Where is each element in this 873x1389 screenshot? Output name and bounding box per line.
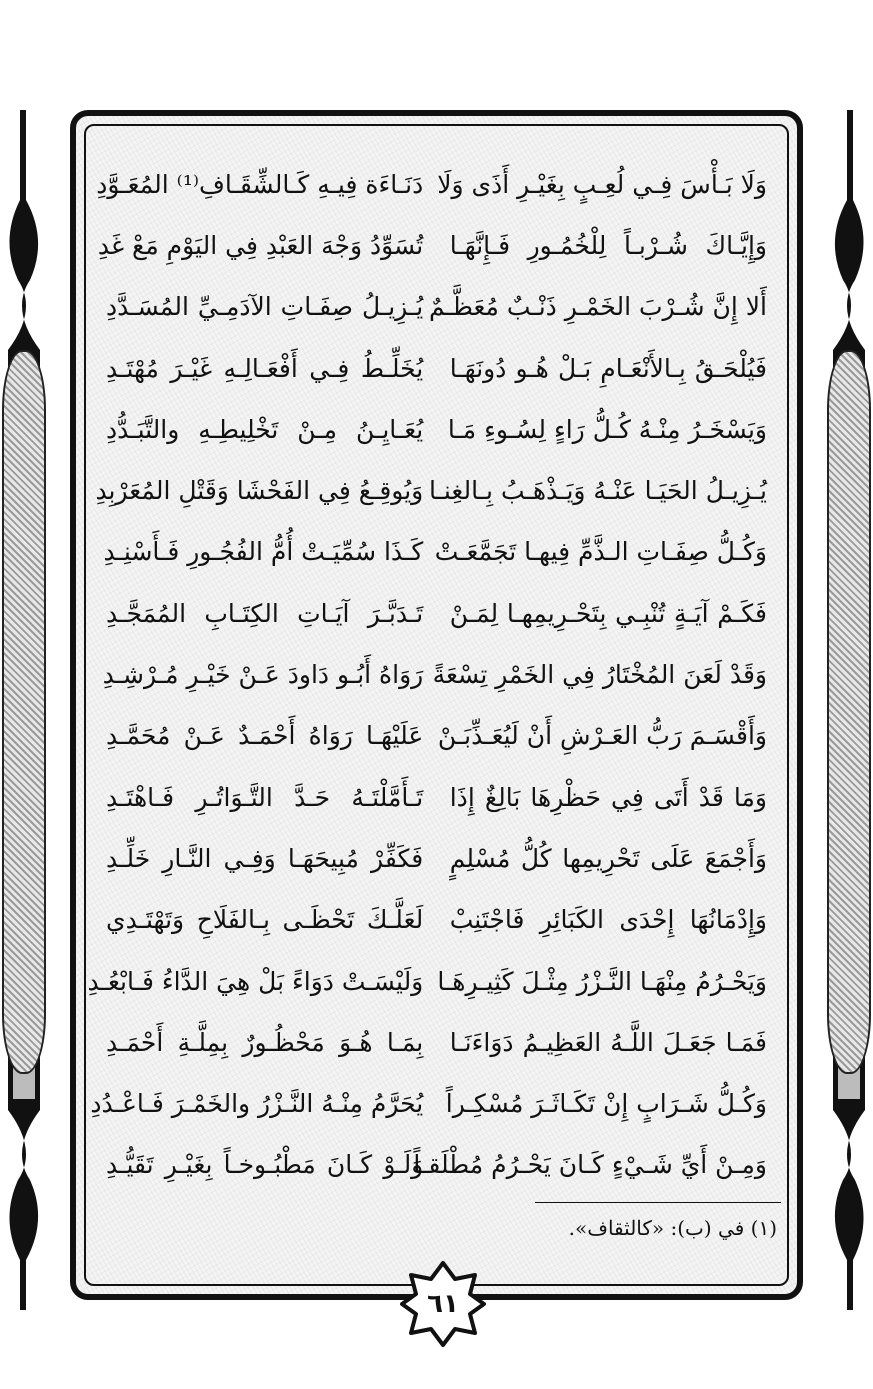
page-number: ٦١ bbox=[427, 1289, 459, 1319]
verse-second-hemistich: بِمَـا هُـوَ مَحْظُـورٌ بِمِلَّـةِ أَحْمَـدِ bbox=[106, 1027, 424, 1057]
right-border-pattern bbox=[827, 350, 871, 1074]
verse-first-hemistich: وَمَا قَدْ أَتَى فِي حَظْرِهَا بَالِغٌ إِذَا bbox=[449, 782, 767, 812]
verse-first-hemistich: فَكَـمْ آيَـةٍ تُنْبِـي بِتَحْـرِيمِهـا لِمَـنْ bbox=[449, 598, 767, 628]
verse-first-hemistich: وَقَدْ لَعَنَ المُخْتَارُ فِي الخَمْرِ تِسْعَةً bbox=[432, 660, 767, 690]
verse-row bbox=[106, 277, 767, 338]
verse-second-hemistich: تُسَوِّدُ وَجْهَ العَبْدِ فِي اليَوْمِ مَعْ غَدِ bbox=[97, 230, 424, 260]
verse-first-hemistich: وَأَجْمَعَ عَلَى تَحْرِيمِها كُلُّ مُسْلِمٍ bbox=[449, 843, 767, 873]
verse-second-hemistich: يُـزِيـلُ صِفَـاتِ الآدَمِـيِّ المُسَـدَّدِ bbox=[106, 292, 424, 322]
verse-first-hemistich: وَيَسْخَـرُ مِنْـهُ كُـلُّ رَاءٍ لِسُـوءِ مَـا bbox=[447, 414, 767, 444]
verse-second-hemistich: وَلَـوْ كَـانَ مَطْبُـوخـاً بِغَيْـرِ تَقَيُّـدِ bbox=[106, 1150, 424, 1180]
verse-row bbox=[87, 951, 767, 1012]
page-number-badge bbox=[400, 1261, 486, 1347]
verse-first-hemistich: فَيُلْحَـقُ بِـالأَنْعَـامِ بَـلْ هُـو دُونَهَـا bbox=[449, 353, 767, 383]
verse-first-hemistich: وَكُـلُّ صِفَـاتِ الـذَّمِّ فِيهـا تَجَمَّعَـتْ bbox=[434, 537, 767, 567]
verse-row bbox=[106, 828, 767, 889]
verse-row bbox=[106, 706, 767, 767]
verse-second-hemistich: كَـذَا سُمِّيَـتْ أُمُّ الفُجُـورِ فَـأَسْنِـدِ bbox=[103, 537, 424, 567]
verse-first-hemistich: أَلا إِنَّ شُـرْبَ الخَمْـرِ ذَنْـبٌ مُعَظَّـمٌ bbox=[428, 292, 767, 322]
verse-row bbox=[97, 215, 767, 276]
verse-first-hemistich: وَإِدْمَانُهَا إِحْدَى الكَبَائِرِ فَاجْتَنِبْ bbox=[449, 905, 767, 935]
verse-second-hemistich: تَـدَبَّـرَ آيَـاتِ الكِتَـابِ المُمَجَّـدِ bbox=[106, 598, 424, 628]
verse-row bbox=[95, 460, 767, 521]
verse-second-hemistich: رَوَاهُ أَبُـو دَاودَ عَـنْ خَيْـرِ مُـرْشِـدِ bbox=[102, 660, 424, 690]
verse-second-hemistich: وَيُوقِـعُ فِي الفَحْشَا وَقَتْلِ المُعَرْبِدِ bbox=[95, 476, 424, 506]
verse-row bbox=[106, 1012, 767, 1073]
verse-row bbox=[106, 399, 767, 460]
left-border-pattern bbox=[2, 350, 46, 1074]
verse-first-hemistich: يُـزِيـلُ الحَيَـا عَنْـهُ وَيَـذْهَـبُ بِـالغِنـا bbox=[428, 476, 767, 506]
verse-first-hemistich: وَلَا بَـأْسَ فِـي لُعِـبٍ بِغَيْـرِ أَذَى وَلَا bbox=[437, 169, 767, 199]
verse-row bbox=[106, 583, 767, 644]
verse-first-hemistich: وَكُـلُّ شَـرَابٍ إِنْ تَكَـاثَـرَ مُسْكِـراً bbox=[445, 1089, 767, 1119]
verse-row bbox=[106, 890, 767, 951]
verse-row bbox=[102, 644, 767, 705]
verse-second-hemistich: عَلَيْهَـا رَوَاهُ أَحْمَـدٌ عَـنْ مُحَمَّـدِ bbox=[106, 721, 424, 751]
verse-second-hemistich: دَنَـاءَة فِيـهِ كَـالشِّقَـافِ⁽¹⁾ المُعَـوَّدِ bbox=[96, 169, 424, 199]
poem-verses bbox=[87, 154, 767, 1196]
verse-second-hemistich: يُخَلِّـطُ فِـي أَفْعَـالِـهِ غَيْـرَ مُهْتَـدِ bbox=[106, 353, 424, 383]
verse-second-hemistich: وَلَيْسَـتْ دَوَاءً بَلْ هِيَ الدَّاءُ فَـابْعُـدِ bbox=[87, 966, 424, 996]
footnote-divider bbox=[535, 1202, 781, 1203]
verse-first-hemistich: وَمِـنْ أَيِّ شَـيْءٍ كَـانَ يَحْـرُمُ مُطْلَقـاً bbox=[413, 1150, 767, 1180]
verse-second-hemistich: لَعَلَّـكَ تَحْظَـى بِـالفَلَاحِ وَتَهْتَـدِي bbox=[106, 905, 424, 935]
verse-second-hemistich: يُعَـايِـنُ مِـنْ تَخْلِيطِـهِ والتَّبَـدُّدِ bbox=[106, 414, 424, 444]
verse-second-hemistich: تَـأَمَّلْتَـهُ حَـدَّ التَّـوَاتُـرِ فَـاهْتَـدِ bbox=[106, 782, 424, 812]
verse-row bbox=[90, 1073, 767, 1134]
verse-first-hemistich: فَمَـا جَعَـلَ اللَّـهُ العَظِيـمُ دَوَاءَنَـا bbox=[449, 1027, 767, 1057]
verse-row bbox=[106, 1135, 767, 1196]
verse-second-hemistich: يُحَرَّمُ مِنْـهُ النَّـزْرُ والخَمْـرَ فَـاعْـدُدِ bbox=[90, 1089, 424, 1119]
footnote: (١) في (ب): «كالثقاف». bbox=[568, 1216, 777, 1240]
page-frame bbox=[70, 110, 803, 1300]
verse-first-hemistich: وَيَحْـرُمُ مِنْهَـا النَّـزْرُ مِثْـلَ كَثِيـرِهَـا bbox=[437, 966, 767, 996]
verse-second-hemistich: فَكَفِّرْ مُبِيحَهَـا وَفِـي النَّـارِ خَلِّـدِ bbox=[106, 843, 424, 873]
verse-row bbox=[96, 154, 767, 215]
verse-first-hemistich: وَأَقْسَـمَ رَبُّ العَـرْشِ أَنْ لَيُعَـذِّبَـنْ bbox=[437, 721, 767, 751]
verse-row bbox=[106, 767, 767, 828]
verse-first-hemistich: وَإِيَّـاكَ شُـرْبـاً لِلْخُمُـورِ فَـإِنَّهَـا bbox=[449, 230, 767, 260]
verse-row bbox=[106, 338, 767, 399]
verse-row bbox=[103, 522, 767, 583]
